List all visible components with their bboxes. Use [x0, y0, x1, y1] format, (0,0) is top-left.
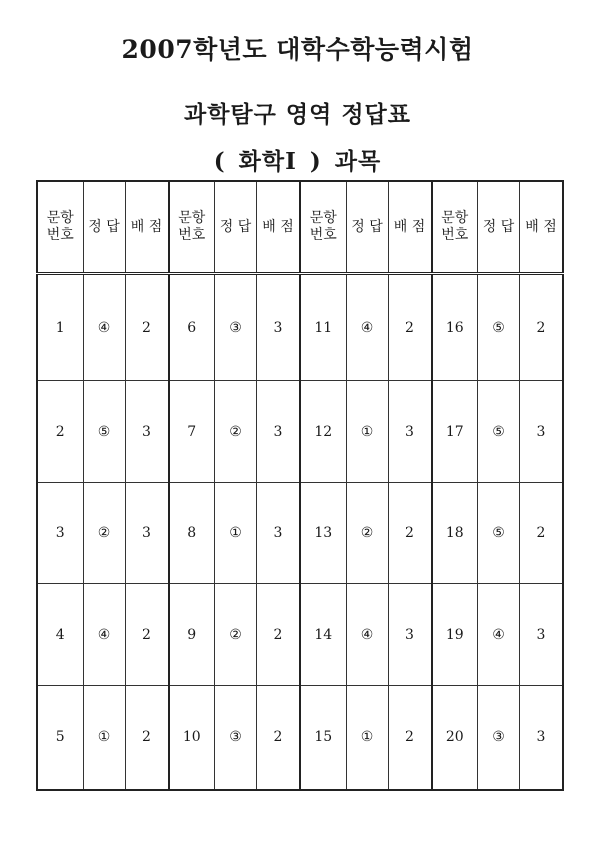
header-question-number: 문항 번호 [37, 181, 83, 274]
table-row [37, 685, 563, 790]
answer-cell: ② [215, 381, 257, 483]
points-cell: 3 [388, 584, 432, 686]
answer-cell: ⑤ [478, 381, 520, 483]
points-cell: 3 [520, 685, 564, 790]
answer-cell: ① [346, 685, 388, 790]
question-number: 15 [300, 685, 346, 790]
question-number: 10 [169, 685, 215, 790]
points-cell: 2 [520, 274, 564, 381]
answer-cell: ② [215, 584, 257, 686]
answer-cell: ⑤ [83, 381, 125, 483]
points-cell: 2 [388, 685, 432, 790]
points-cell: 2 [125, 584, 169, 686]
answer-table [36, 180, 564, 791]
header-points: 배 점 [257, 181, 301, 274]
header-answer: 정 답 [346, 181, 388, 274]
answer-cell: ④ [83, 274, 125, 381]
answer-cell: ② [83, 482, 125, 584]
header-answer: 정 답 [83, 181, 125, 274]
question-number: 4 [37, 584, 83, 686]
subject-title: ( 화학Ⅰ ) 과목 [213, 148, 382, 175]
points-cell: 2 [388, 482, 432, 584]
question-number: 7 [169, 381, 215, 483]
answer-cell: ① [215, 482, 257, 584]
question-number: 16 [432, 274, 478, 381]
question-number: 14 [300, 584, 346, 686]
answer-cell: ④ [346, 584, 388, 686]
header-answer: 정 답 [478, 181, 520, 274]
answer-cell: ② [346, 482, 388, 584]
question-number: 9 [169, 584, 215, 686]
question-number: 19 [432, 584, 478, 686]
question-number: 13 [300, 482, 346, 584]
answer-cell: ① [83, 685, 125, 790]
points-cell: 3 [125, 482, 169, 584]
points-cell: 3 [257, 381, 301, 483]
question-number: 18 [432, 482, 478, 584]
answer-cell: ④ [346, 274, 388, 381]
points-cell: 2 [257, 584, 301, 686]
question-number: 11 [300, 274, 346, 381]
answer-cell: ④ [83, 584, 125, 686]
question-number: 20 [432, 685, 478, 790]
header-points: 배 점 [388, 181, 432, 274]
question-number: 6 [169, 274, 215, 381]
points-cell: 2 [388, 274, 432, 381]
question-number: 3 [37, 482, 83, 584]
question-number: 12 [300, 381, 346, 483]
question-number: 17 [432, 381, 478, 483]
header-row [37, 181, 563, 274]
answer-cell: ⑤ [478, 274, 520, 381]
answer-cell: ③ [478, 685, 520, 790]
page-subtitle: 과학탐구 영역 정답표 [184, 101, 411, 128]
question-number: 5 [37, 685, 83, 790]
page-title: 2007학년도 대학수학능력시험 [121, 35, 474, 64]
answer-cell: ① [346, 381, 388, 483]
header-answer: 정 답 [215, 181, 257, 274]
points-cell: 3 [388, 381, 432, 483]
points-cell: 3 [257, 482, 301, 584]
header-question-number: 문항 번호 [169, 181, 215, 274]
points-cell: 3 [520, 584, 564, 686]
question-number: 2 [37, 381, 83, 483]
answer-cell: ⑤ [478, 482, 520, 584]
answer-cell: ③ [215, 685, 257, 790]
points-cell: 3 [257, 274, 301, 381]
header-question-number: 문항 번호 [432, 181, 478, 274]
points-cell: 2 [257, 685, 301, 790]
points-cell: 2 [520, 482, 564, 584]
points-cell: 3 [520, 381, 564, 483]
points-cell: 2 [125, 685, 169, 790]
table-row [37, 274, 563, 381]
answer-cell: ④ [478, 584, 520, 686]
table-row [37, 381, 563, 483]
table-row [37, 584, 563, 686]
points-cell: 3 [125, 381, 169, 483]
header-points: 배 점 [125, 181, 169, 274]
header-question-number: 문항 번호 [300, 181, 346, 274]
question-number: 1 [37, 274, 83, 381]
question-number: 8 [169, 482, 215, 584]
header-points: 배 점 [520, 181, 564, 274]
answer-cell: ③ [215, 274, 257, 381]
points-cell: 2 [125, 274, 169, 381]
table-row [37, 482, 563, 584]
